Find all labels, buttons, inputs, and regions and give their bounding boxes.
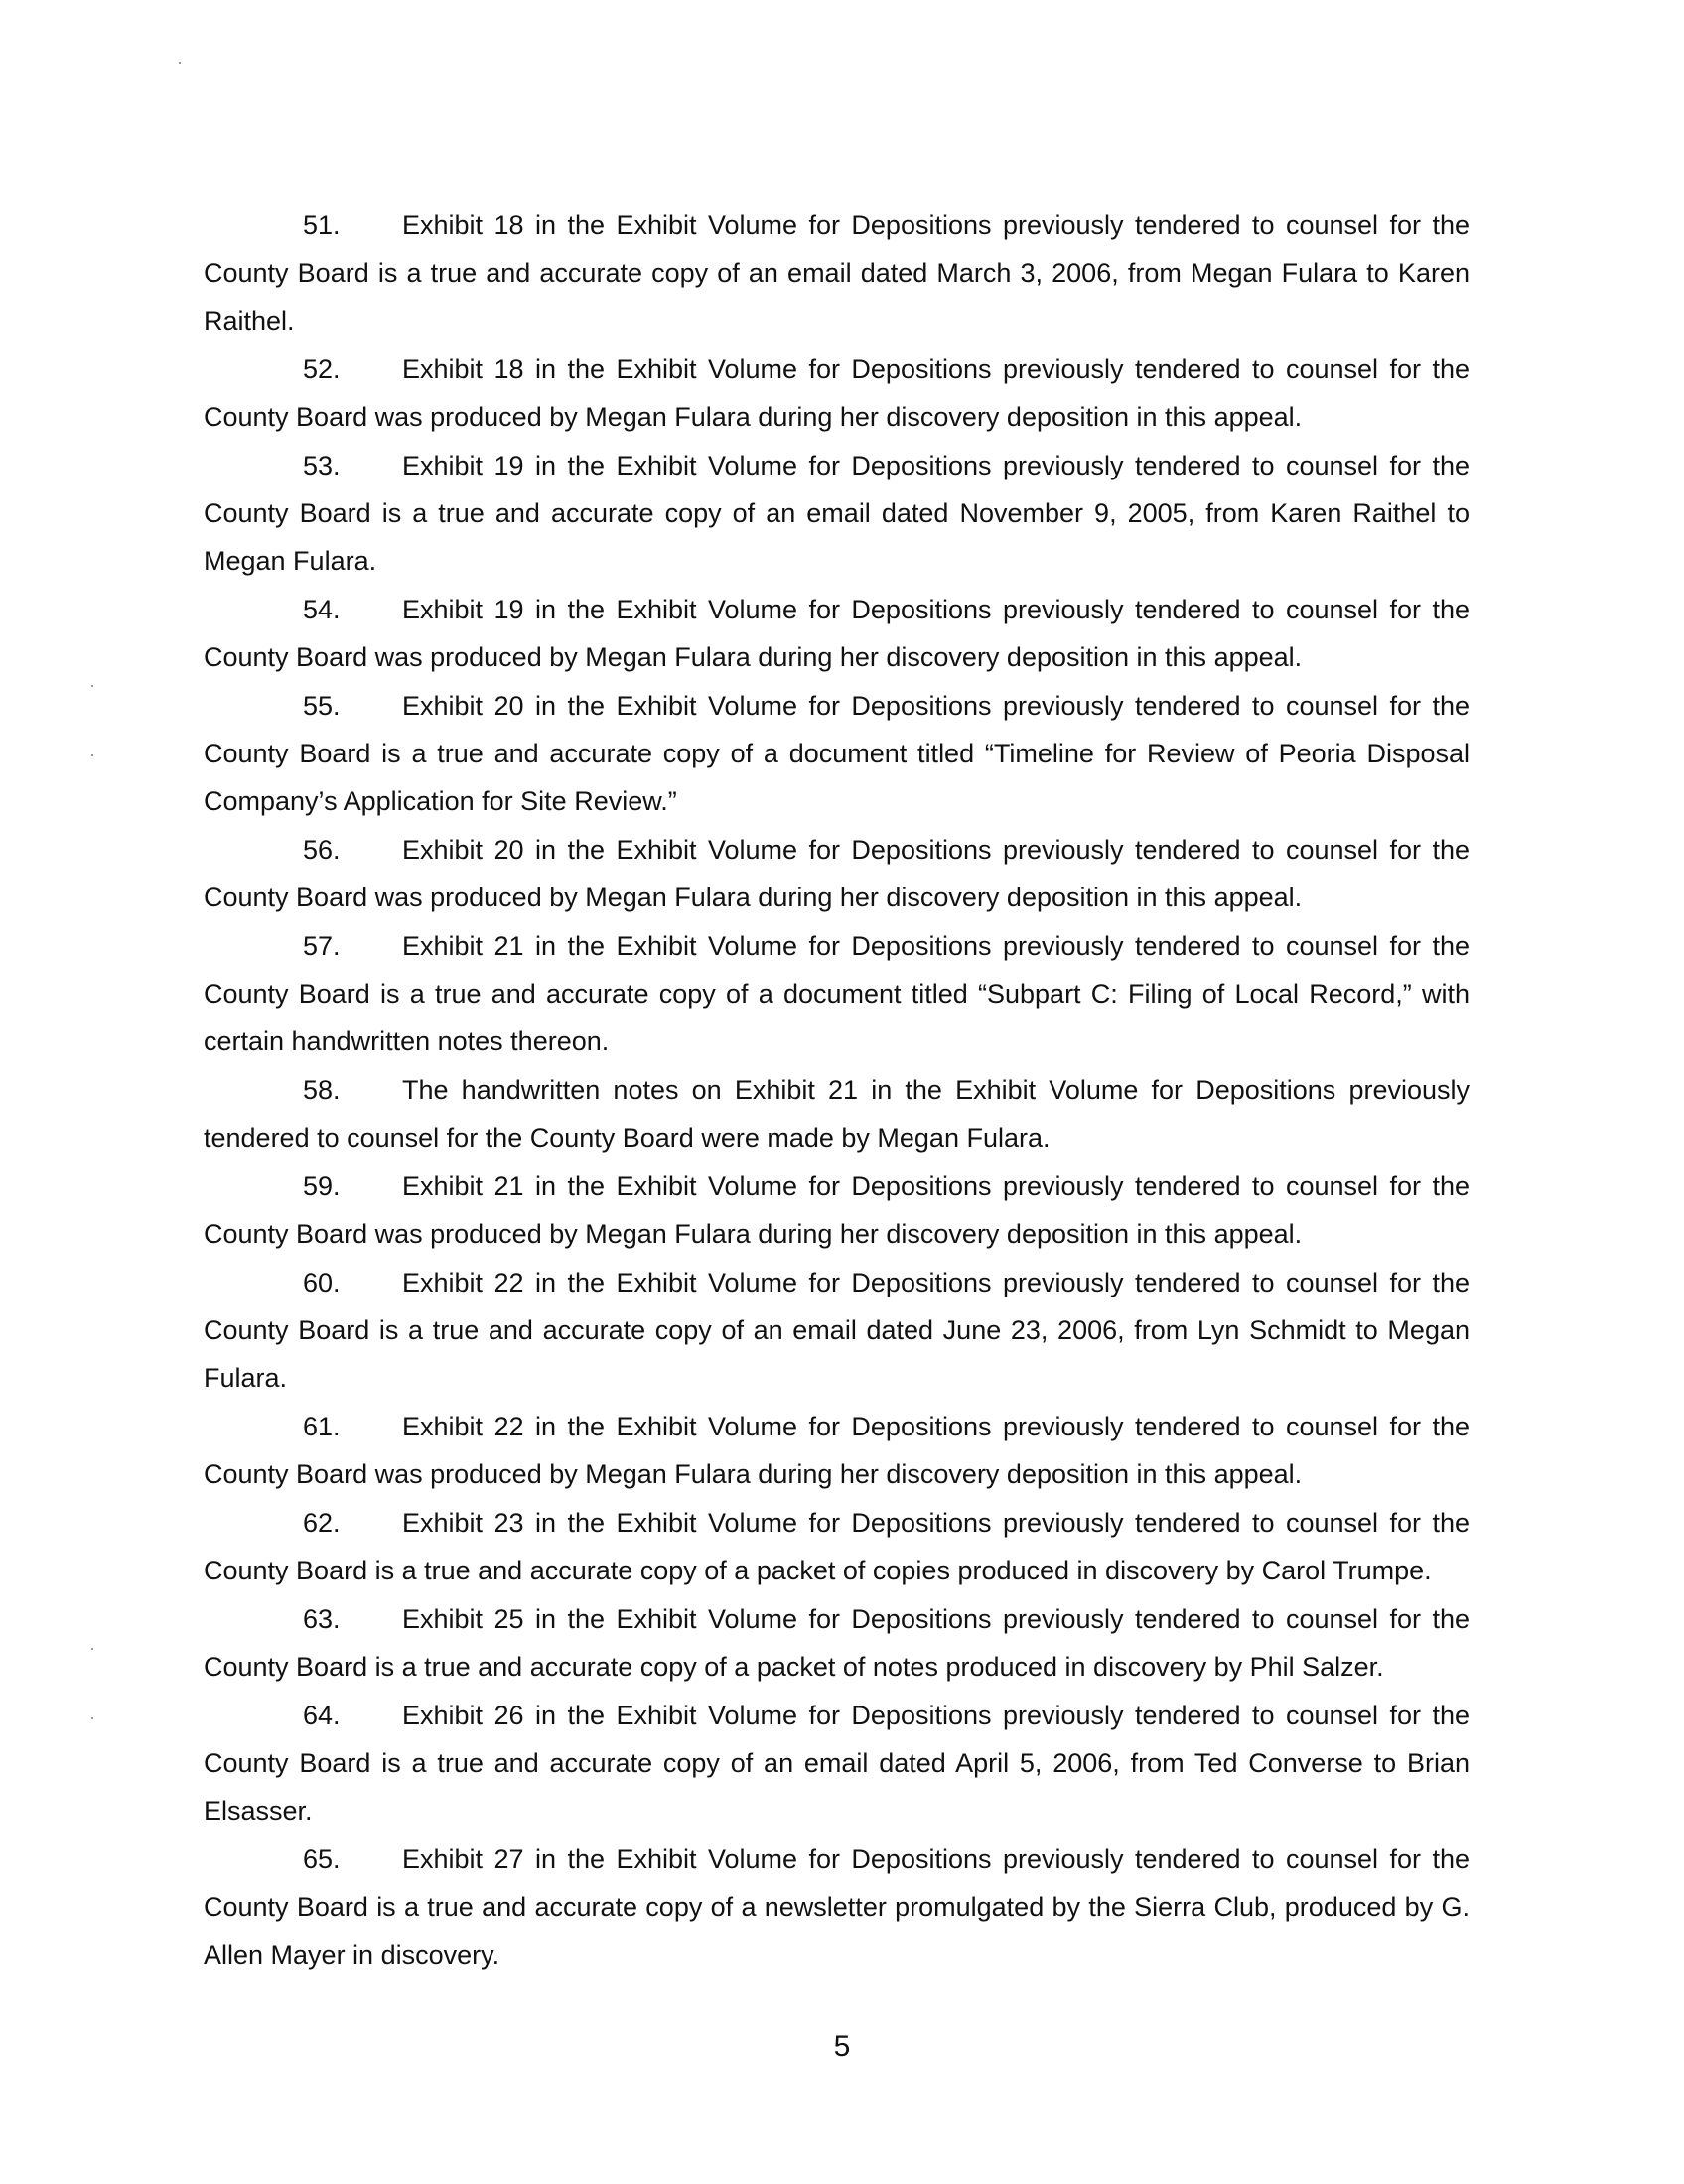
paragraph bbox=[204, 345, 1470, 441]
paragraph-number: 65. bbox=[303, 1844, 341, 1874]
paragraph bbox=[204, 922, 1470, 1065]
paragraph bbox=[204, 1066, 1470, 1161]
paragraph-number: 63. bbox=[303, 1604, 341, 1634]
paragraph bbox=[204, 682, 1470, 825]
scan-speck bbox=[91, 1717, 93, 1719]
paragraph bbox=[204, 586, 1470, 681]
paragraph-text: The handwritten notes on Exhibit 21 in the Exhibit Volume for Depositions previously tendered to counsel for the County Board were made by Megan Fulara. bbox=[204, 1075, 1470, 1153]
paragraph-number: 61. bbox=[303, 1412, 341, 1441]
paragraph-text: Exhibit 18 in the Exhibit Volume for Depositions previously tendered to counsel for the County Board was produced by Megan Fulara during her discovery deposition in this appeal. bbox=[204, 354, 1470, 432]
paragraph-text: Exhibit 22 in the Exhibit Volume for Depositions previously tendered to counsel for the County Board was produced by Megan Fulara during her discovery deposition in this appeal. bbox=[204, 1412, 1470, 1489]
paragraph-text: Exhibit 21 in the Exhibit Volume for Depositions previously tendered to counsel for the County Board is a true and accurate copy of a document titled “Subpart C: Filing of Local Record,” with certain handwritten notes thereon. bbox=[204, 931, 1470, 1056]
document-body bbox=[204, 202, 1470, 1979]
paragraph-text: Exhibit 19 in the Exhibit Volume for Depositions previously tendered to counsel for the County Board is a true and accurate copy of an email dated November 9, 2005, from Karen Raithel to Megan Fulara. bbox=[204, 451, 1470, 576]
page-number: 5 bbox=[833, 2030, 851, 2063]
paragraph-text: Exhibit 25 in the Exhibit Volume for Depositions previously tendered to counsel for the County Board is a true and accurate copy of a packet of notes produced in discovery by Phil Salzer. bbox=[204, 1604, 1470, 1682]
paragraph-number: 64. bbox=[303, 1701, 341, 1730]
paragraph-number: 56. bbox=[303, 835, 341, 865]
paragraph-number: 59. bbox=[303, 1171, 341, 1201]
paragraph bbox=[204, 1836, 1470, 1979]
paragraph-text: Exhibit 23 in the Exhibit Volume for Depositions previously tendered to counsel for the County Board is a true and accurate copy of a packet of copies produced in discovery by Carol Trumpe. bbox=[204, 1508, 1470, 1585]
paragraph-number: 57. bbox=[303, 931, 341, 961]
paragraph-number: 62. bbox=[303, 1508, 341, 1538]
paragraph-text: Exhibit 19 in the Exhibit Volume for Depositions previously tendered to counsel for the County Board was produced by Megan Fulara during her discovery deposition in this appeal. bbox=[204, 595, 1470, 672]
paragraph-text: Exhibit 18 in the Exhibit Volume for Depositions previously tendered to counsel for the County Board is a true and accurate copy of an email dated March 3, 2006, from Megan Fulara to Karen Raithel. bbox=[204, 210, 1470, 336]
paragraph bbox=[204, 826, 1470, 921]
paragraph-number: 58. bbox=[303, 1075, 341, 1105]
scan-speck bbox=[179, 62, 181, 64]
paragraph-number: 60. bbox=[303, 1268, 341, 1297]
paragraph-number: 54. bbox=[303, 595, 341, 624]
paragraph bbox=[204, 1595, 1470, 1691]
paragraph-number: 55. bbox=[303, 691, 341, 721]
scan-speck bbox=[91, 754, 93, 756]
paragraph bbox=[204, 1259, 1470, 1402]
paragraph-number: 52. bbox=[303, 354, 341, 384]
paragraph-text: Exhibit 22 in the Exhibit Volume for Depositions previously tendered to counsel for the County Board is a true and accurate copy of an email dated June 23, 2006, from Lyn Schmidt to Megan Fulara. bbox=[204, 1268, 1470, 1393]
paragraph bbox=[204, 1499, 1470, 1594]
paragraph-text: Exhibit 26 in the Exhibit Volume for Depositions previously tendered to counsel for the County Board is a true and accurate copy of an email dated April 5, 2006, from Ted Converse to Brian Elsasser. bbox=[204, 1701, 1470, 1826]
paragraph bbox=[204, 1403, 1470, 1498]
scan-speck bbox=[91, 1648, 93, 1650]
paragraph-text: Exhibit 27 in the Exhibit Volume for Depositions previously tendered to counsel for the County Board is a true and accurate copy of a newsletter promulgated by the Sierra Club, produced by G. Allen Mayer in discovery. bbox=[204, 1844, 1470, 1970]
scan-speck bbox=[91, 685, 93, 687]
paragraph-text: Exhibit 20 in the Exhibit Volume for Depositions previously tendered to counsel for the County Board is a true and accurate copy of a document titled “Timeline for Review of Peoria Disposal Company’s Application for Site Review.” bbox=[204, 691, 1470, 816]
paragraph bbox=[204, 1162, 1470, 1258]
paragraph bbox=[204, 1692, 1470, 1835]
paragraph-number: 53. bbox=[303, 451, 341, 480]
paragraph-number: 51. bbox=[303, 210, 341, 240]
paragraph-text: Exhibit 20 in the Exhibit Volume for Depositions previously tendered to counsel for the County Board was produced by Megan Fulara during her discovery deposition in this appeal. bbox=[204, 835, 1470, 912]
paragraph-text: Exhibit 21 in the Exhibit Volume for Depositions previously tendered to counsel for the County Board was produced by Megan Fulara during her discovery deposition in this appeal. bbox=[204, 1171, 1470, 1249]
paragraph bbox=[204, 442, 1470, 585]
paragraph bbox=[204, 202, 1470, 344]
